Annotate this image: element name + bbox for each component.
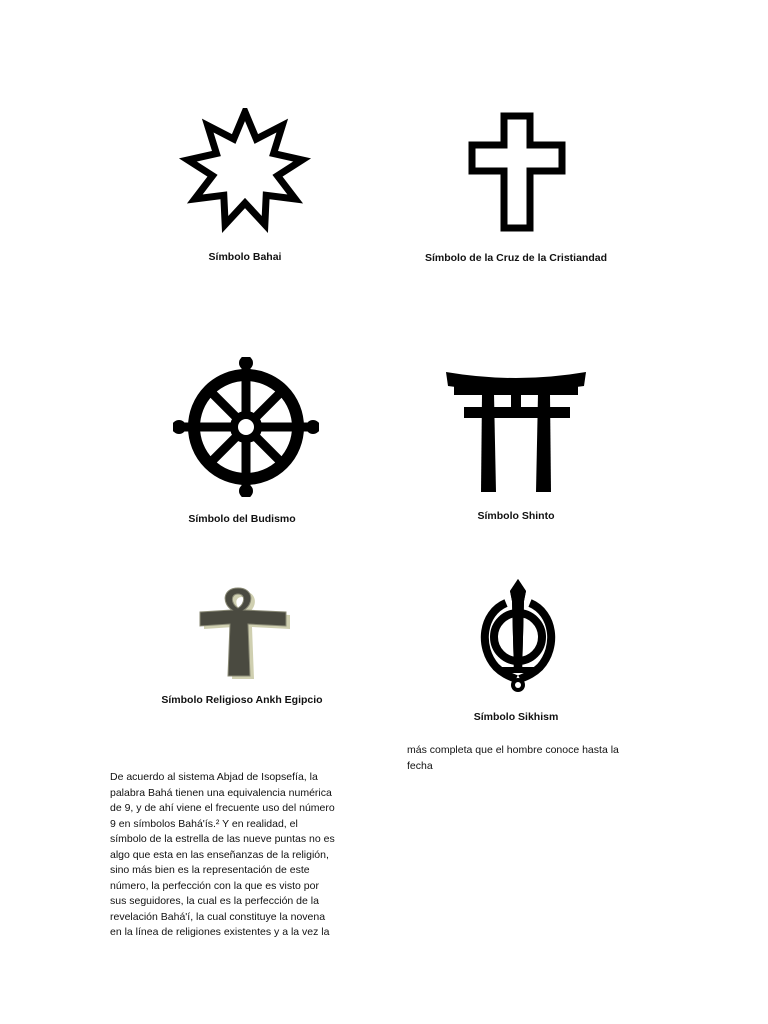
text-line: palabra Bahá tienen una equivalencia numérica bbox=[110, 786, 332, 799]
text-line: de 9, y de ahí viene el frecuente uso del número bbox=[110, 802, 335, 814]
caption-ankh: Símbolo Religioso Ankh Egipcio bbox=[161, 694, 323, 706]
caption-shinto: Símbolo Shinto bbox=[477, 510, 555, 522]
text-line: sus seguidores, la cual es la perfección de la bbox=[110, 895, 319, 907]
text-line: algo que esta en las enseñanzas de la religión, bbox=[110, 848, 329, 861]
text-line: símbolo de la estrella de las nueve puntas no es bbox=[110, 833, 335, 845]
sikhism-symbol-figure bbox=[468, 577, 568, 695]
text-line: De acuerdo al sistema Abjad de Isopsefía, la bbox=[110, 771, 318, 783]
caption-bahai: Símbolo Bahai bbox=[208, 251, 282, 263]
text-line: más completa que el hombre conoce hasta la bbox=[407, 744, 619, 756]
text-line: en la línea de religiones existentes y a la vez la bbox=[110, 926, 330, 938]
shinto-symbol-figure bbox=[444, 370, 588, 496]
text-line: número, la perfección con la que es visto por bbox=[110, 879, 319, 892]
ankh-symbol-figure bbox=[198, 584, 294, 684]
ankh-icon bbox=[198, 584, 294, 684]
christian-cross-icon bbox=[466, 111, 568, 233]
christian-cross-figure bbox=[466, 111, 568, 233]
bahai-symbol-figure bbox=[177, 108, 313, 236]
text-line: revelación Bahá'í, la cual constituye la novena bbox=[110, 910, 326, 923]
text-line: sino más bien es la representación de este bbox=[110, 864, 310, 876]
text-line: 9 en símbolos Bahá'ís.² Y en realidad, el bbox=[110, 817, 298, 830]
text-right-column bbox=[407, 743, 619, 774]
text-line: fecha bbox=[407, 759, 433, 772]
text-left-column bbox=[110, 770, 335, 941]
caption-sikhism: Símbolo Sikhism bbox=[473, 711, 559, 723]
khanda-icon bbox=[468, 577, 568, 695]
buddhism-symbol-figure bbox=[173, 357, 319, 497]
dharma-wheel-icon bbox=[173, 357, 319, 497]
caption-christian-cross: Símbolo de la Cruz de la Cristiandad bbox=[424, 252, 608, 264]
nine-pointed-star-icon bbox=[177, 108, 313, 236]
torii-gate-icon bbox=[444, 370, 588, 496]
caption-buddhism: Símbolo del Budismo bbox=[188, 513, 296, 525]
